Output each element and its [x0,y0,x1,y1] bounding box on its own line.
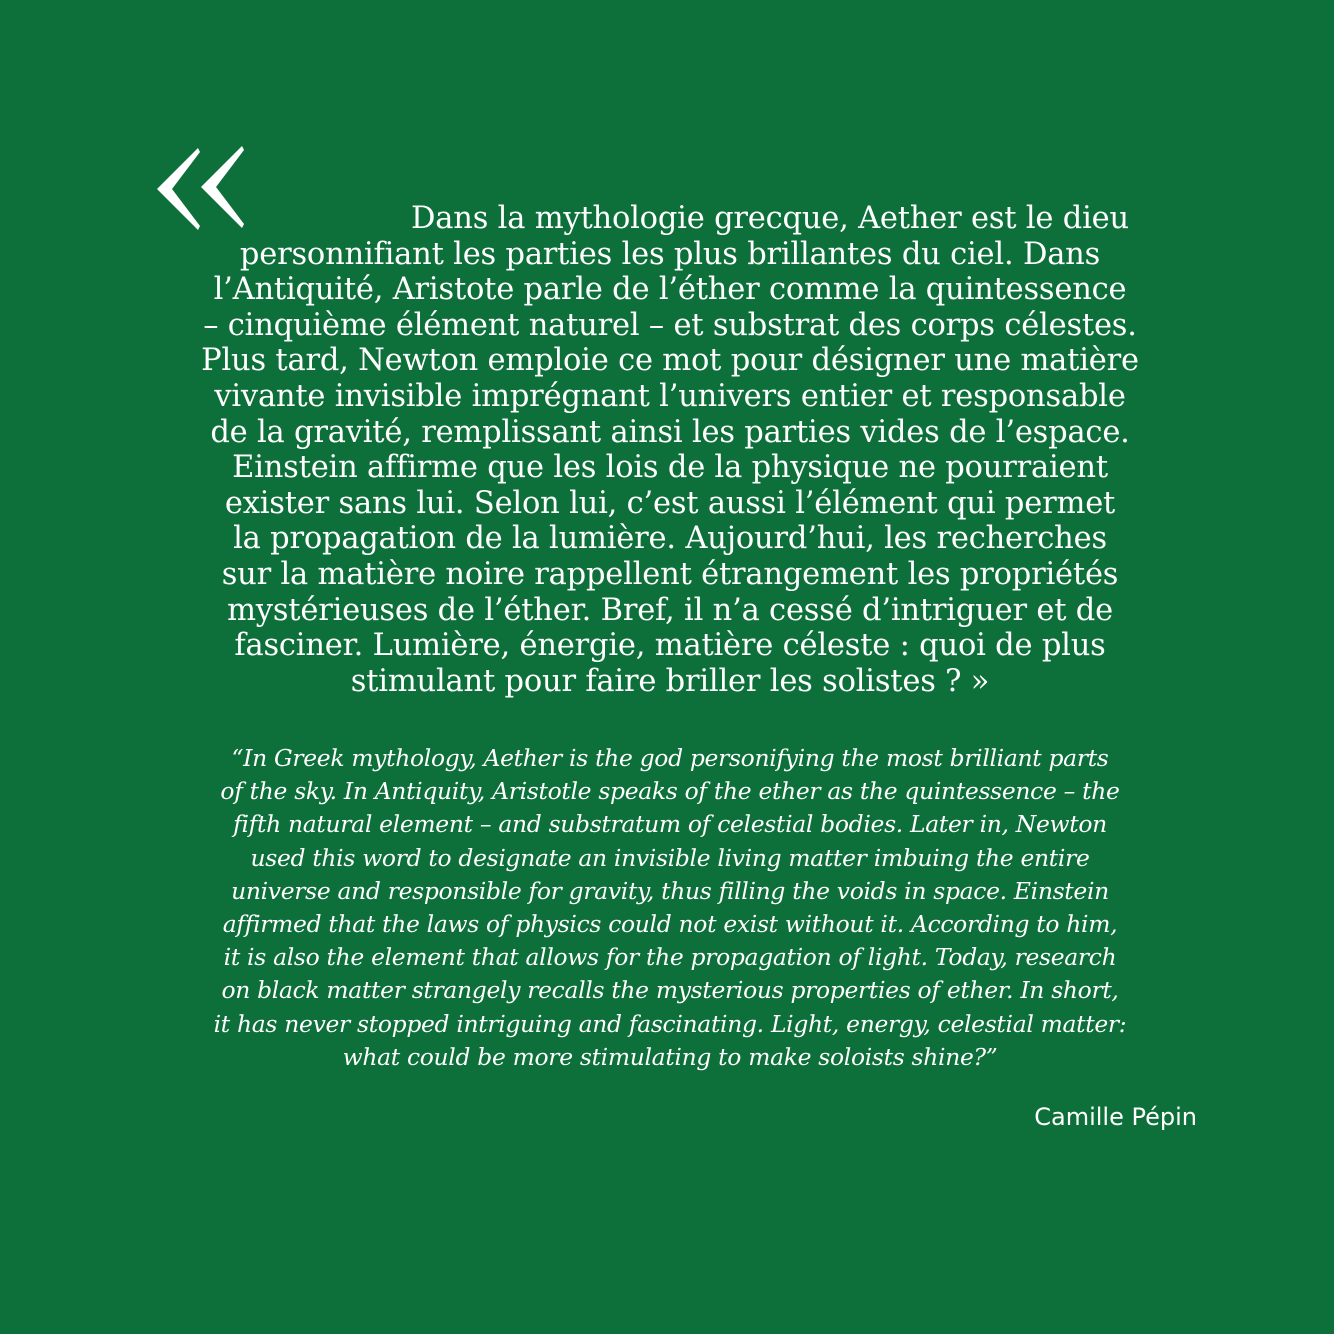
french-quote-line: exister sans lui. Selon lui, c’est aussi l’élément qui permet [224,485,1116,521]
french-quote-line: l’Antiquité, Aristote parle de l’éther comme la quintessence [213,272,1127,308]
french-quote-line: Plus tard, Newton emploie ce mot pour désigner une matière [201,343,1139,379]
french-quote-line: sur la matière noire rappellent étrangement les propriétés [221,556,1119,592]
english-quote-line: universe and responsible for gravity, thus filling the voids in space. Einstein [231,876,1109,905]
english-quote-line: on black matter strangely recalls the mysterious properties of ether. In short, [221,976,1119,1005]
english-quote-line: affirmed that the laws of physics could not exist without it. According to him, [222,910,1118,939]
english-quote-line: of the sky. In Antiquity, Aristotle speaks of the ether as the quintessence – the [220,777,1120,806]
french-quote-line: de la gravité, remplissant ainsi les parties vides de l’espace. [210,414,1130,450]
french-quote-line: la propagation de la lumière. Aujourd’hui, les recherches [233,521,1107,557]
french-quote [140,201,1200,699]
english-quote-line: what could be more stimulating to make soloists shine?” [342,1042,998,1071]
english-quote-line: it is also the element that allows for the propagation of light. Today, research [223,943,1117,972]
quote-author: Camille Pépin [1034,1103,1197,1131]
french-quote-line: fasciner. Lumière, énergie, matière céleste : quoi de plus [234,628,1106,664]
english-quote-line: fifth natural element – and substratum of celestial bodies. Later in, Newton [233,810,1107,839]
french-quote-line: vivante invisible imprégnant l’univers entier et responsable [214,378,1126,414]
french-quote-line: Einstein affirme que les lois de la physique ne pourraient [232,450,1108,486]
french-quote-line: personnifiant les parties les plus brillantes du ciel. Dans [239,236,1101,272]
french-quote-line: mystérieuses de l’éther. Bref, il n’a cessé d’intriguer et de [227,592,1113,628]
french-quote-line: – cinquième élément naturel – et substrat des corps célestes. [203,307,1137,343]
english-quote-line: it has never stopped intriguing and fascinating. Light, energy, celestial matter: [213,1009,1127,1038]
french-quote-line: Dans la mythologie grecque, Aether est le dieu [411,201,1129,236]
english-quote [120,742,1220,1074]
english-quote-line: used this word to designate an invisible living matter imbuing the entire [250,843,1090,872]
english-quote-line: “In Greek mythology, Aether is the god personifying the most brilliant parts [231,744,1109,772]
french-quote-line: stimulant pour faire briller les solistes ? » [350,663,990,699]
